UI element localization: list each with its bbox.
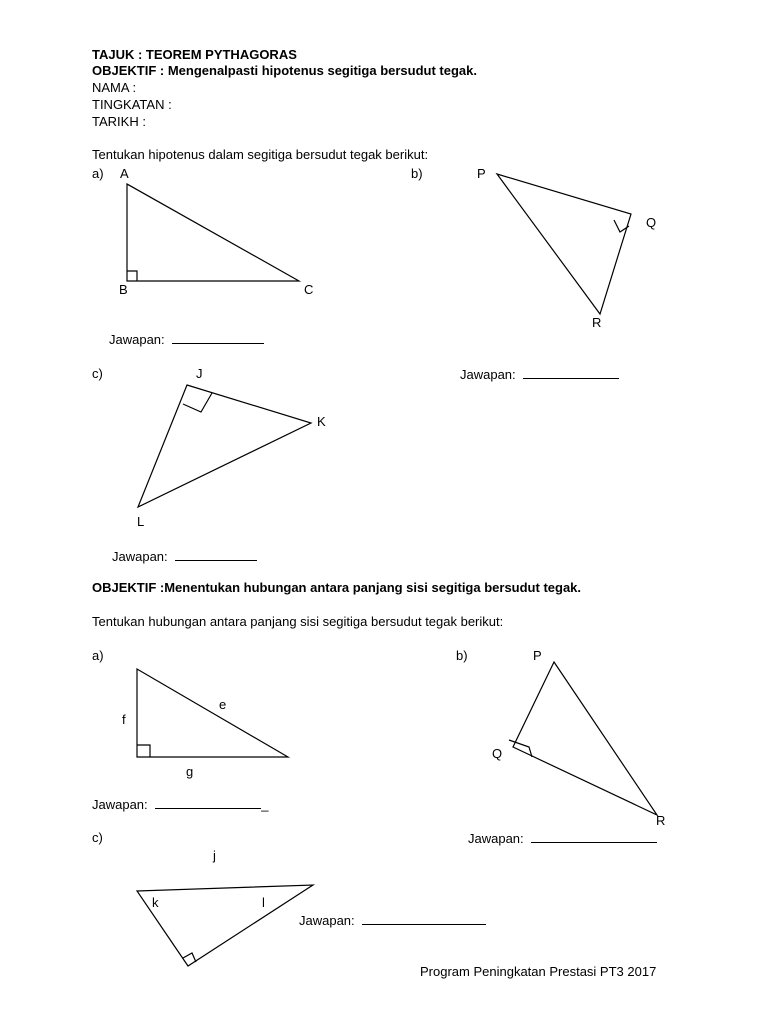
vertex-q-2: Q [492,746,503,761]
answer-1a-blank[interactable] [172,332,264,344]
side-j: j [213,848,216,863]
section1-instruction: Tentukan hipotenus dalam segitiga bersudut tegak berikut: [92,147,429,162]
question-1b-label: b) [411,166,423,181]
answer-1a-label: Jawapan: [109,332,165,347]
objective-2: OBJEKTIF :Menentukan hubungan antara panjang sisi segitiga bersudut tegak. [92,580,582,595]
answer-2b-label: Jawapan: [468,831,524,846]
side-e: e [219,697,227,712]
triangle-jkl-2 [137,885,313,966]
date-label: TARIKH : [92,114,146,129]
answer-1b [460,367,619,382]
answer-2c [299,913,486,928]
right-angle-fg [137,745,150,757]
answer-2a-label: Jawapan: [92,797,148,812]
vertex-b: B [119,282,128,297]
grade-label: TINGKATAN : [92,97,172,112]
answer-1c [112,549,257,564]
vertex-k: K [317,414,326,429]
answer-1c-label: Jawapan: [112,549,168,564]
side-k: k [152,895,159,910]
vertex-r: R [592,315,602,330]
section2-instruction: Tentukan hubungan antara panjang sisi segitiga bersudut tegak berikut: [92,614,504,629]
answer-1c-blank[interactable] [175,549,257,561]
question-2a-label: a) [92,648,104,663]
triangle-pqr [497,174,631,314]
objective-1: OBJEKTIF : Mengenalpasti hipotenus segitiga bersudut tegak. [92,63,477,78]
triangle-feg [137,669,288,757]
vertex-c: C [304,282,314,297]
answer-2a-suffix: _ [261,797,269,812]
vertex-r-2: R [656,813,666,828]
vertex-p: P [477,166,486,181]
question-1c-label: c) [92,366,103,381]
answer-1a [109,332,264,347]
triangle-pqr-2 [513,662,657,815]
footer-text: Program Peningkatan Prestasi PT3 2017 [420,964,657,979]
answer-2a-blank[interactable] [155,797,261,809]
triangle-abc [127,184,299,281]
question-2b-label: b) [456,648,468,663]
triangle-jkl [138,385,311,507]
vertex-j: J [196,366,203,381]
side-g: g [186,764,194,779]
answer-2b-blank[interactable] [531,831,657,843]
answer-2a [92,797,269,812]
answer-1b-label: Jawapan: [460,367,516,382]
answer-2c-blank[interactable] [362,913,486,925]
answer-1b-blank[interactable] [523,367,619,379]
question-2c-label: c) [92,830,103,845]
answer-2c-label: Jawapan: [299,913,355,928]
side-l: l [262,895,265,910]
vertex-l: L [137,514,145,529]
vertex-a: A [120,166,129,181]
side-f: f [122,712,126,727]
vertex-p-2: P [533,648,542,663]
right-angle-j [183,393,212,412]
question-1a-label: a) [92,166,104,181]
worksheet-title: TAJUK : TEOREM PYTHAGORAS [92,47,297,62]
vertex-q: Q [646,215,657,230]
answer-2b [468,831,657,846]
name-label: NAMA : [92,80,137,95]
right-angle-b [127,271,137,281]
